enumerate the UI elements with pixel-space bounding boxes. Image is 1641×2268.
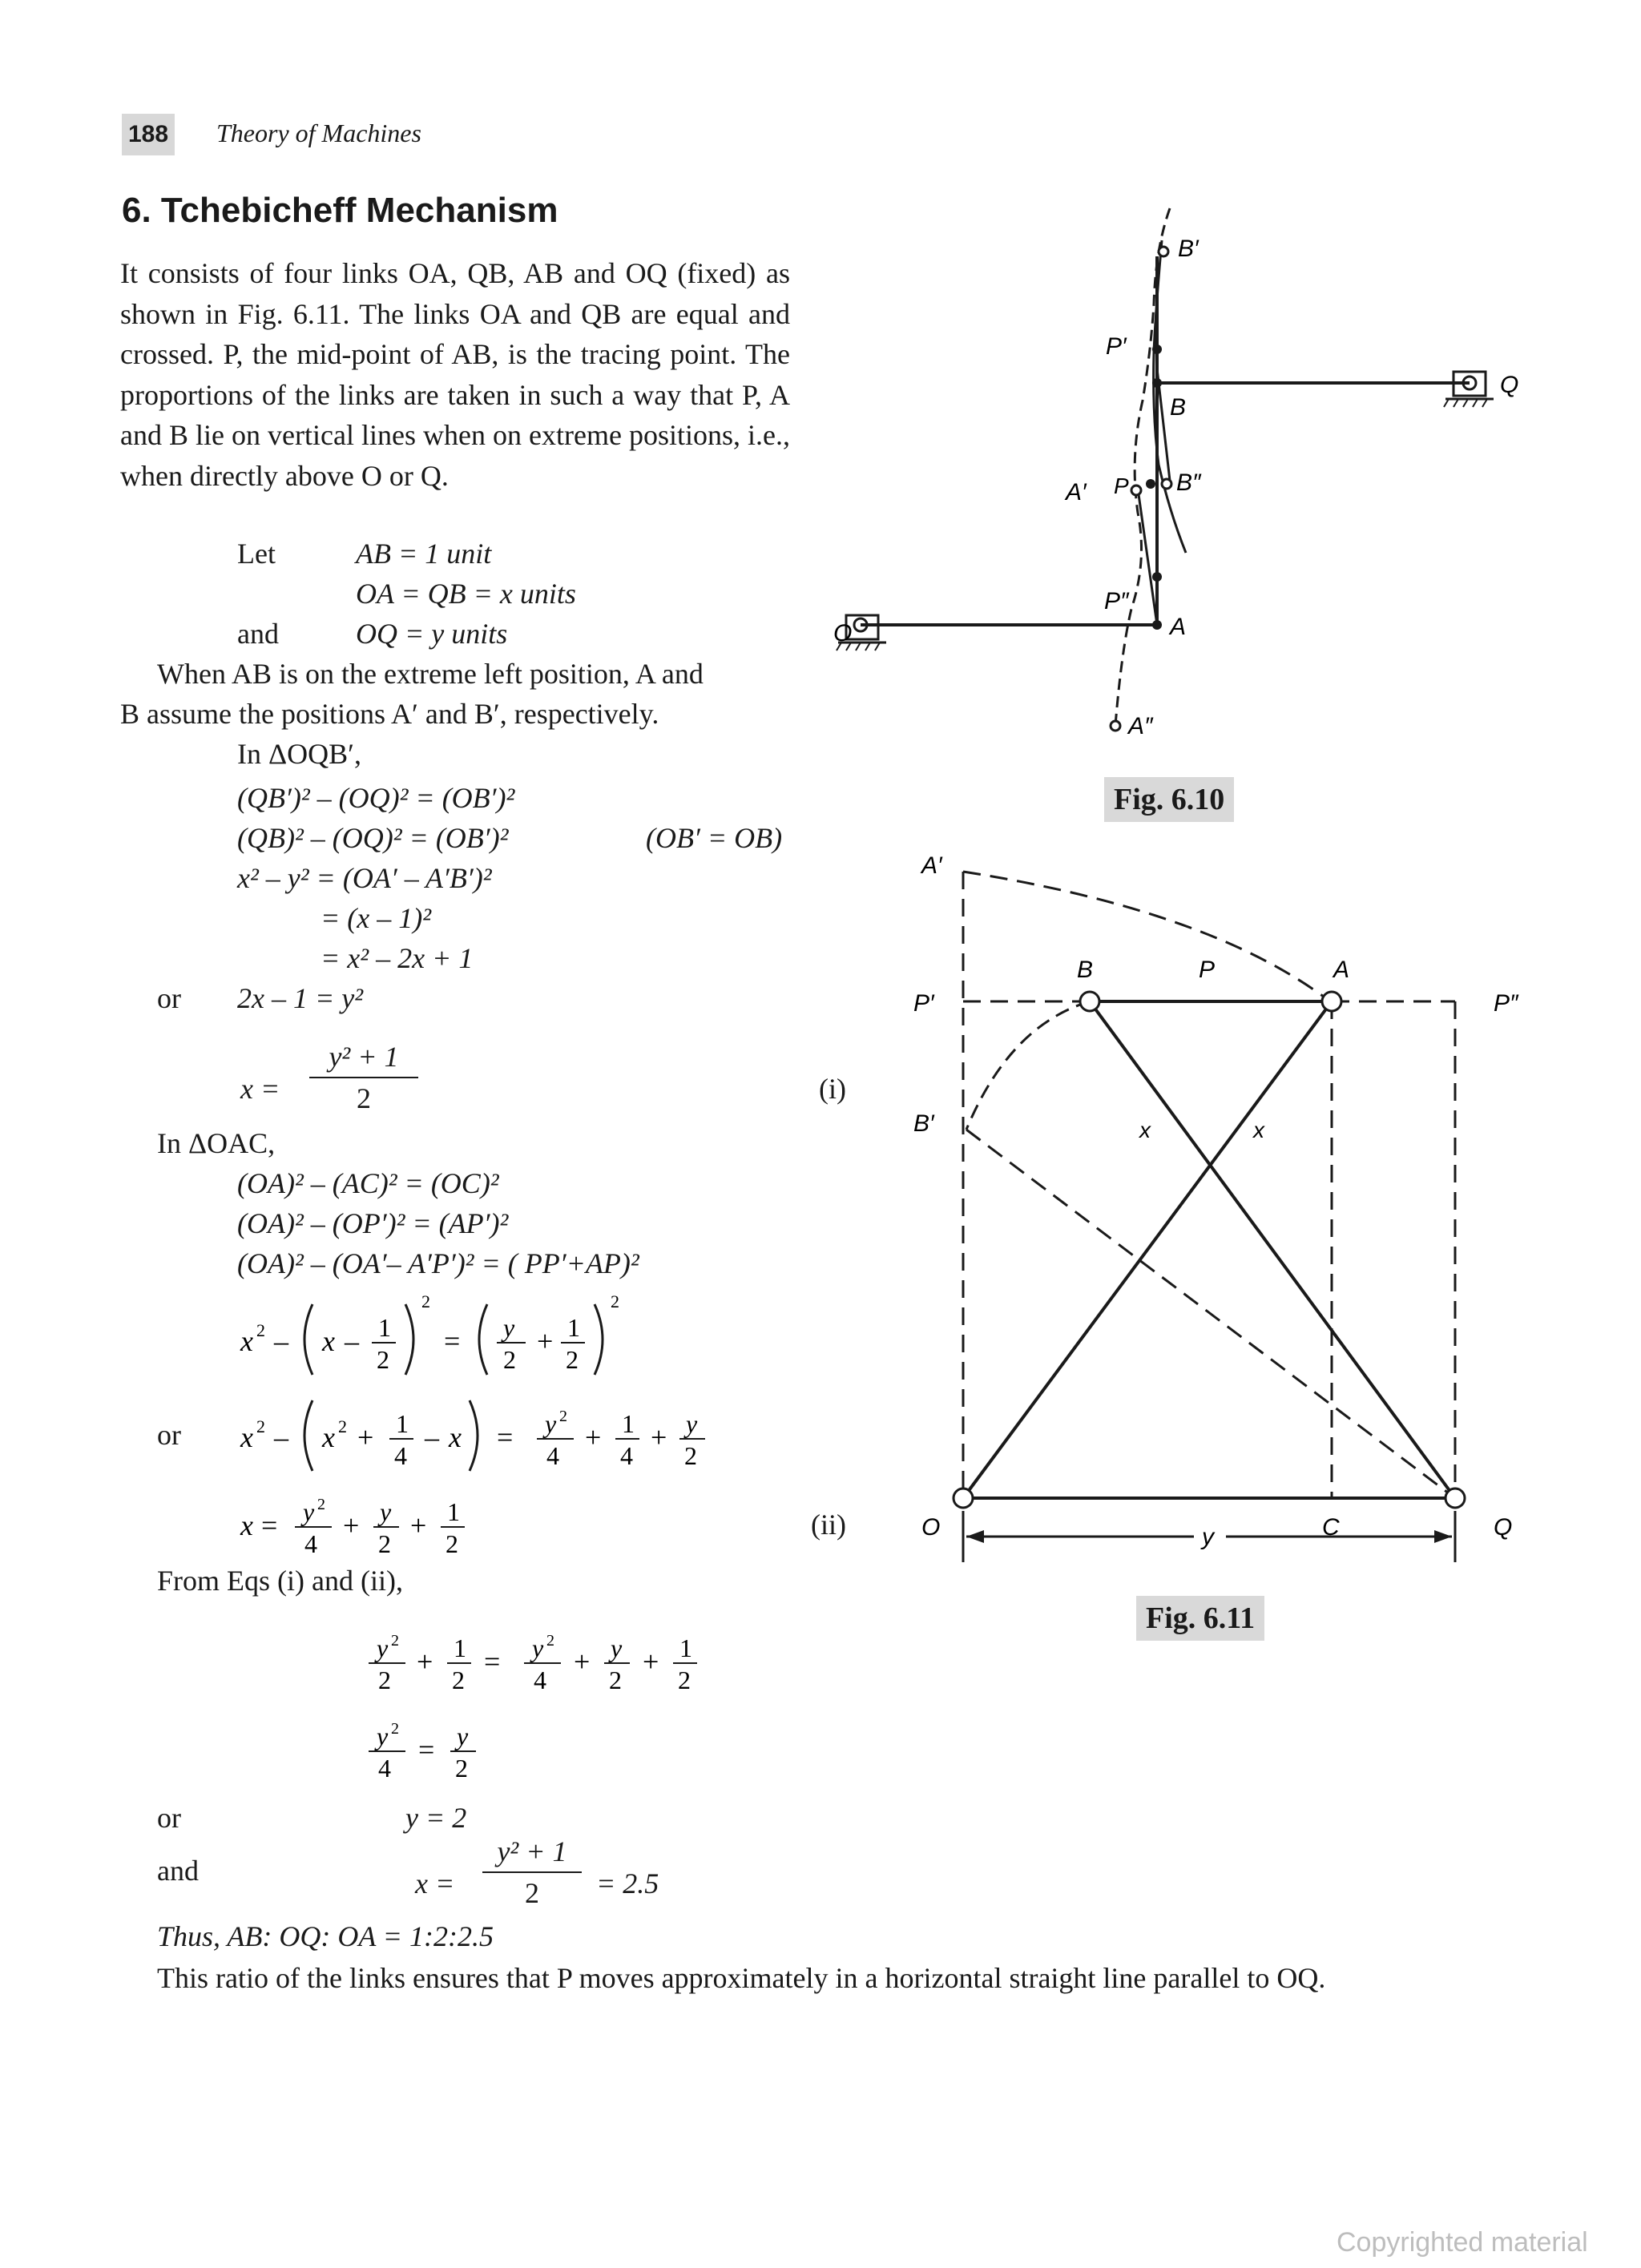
joint-p-dprime <box>1152 572 1162 582</box>
eq1-line4: = (x – 1)² <box>321 902 432 934</box>
label-a-prime: A′ <box>921 852 942 879</box>
svg-text:y: y <box>377 1634 389 1662</box>
figure-6-11 <box>889 833 1546 1594</box>
oa-qb-definition: OA = QB = x units <box>356 578 576 610</box>
label-p-prime: P′ <box>1106 333 1127 360</box>
label-b: B <box>1077 957 1094 983</box>
label-a: A <box>1170 614 1187 640</box>
svg-text:=: = <box>261 1509 278 1541</box>
svg-text:x: x <box>240 1325 253 1357</box>
joint-b <box>1152 378 1162 388</box>
svg-text:y: y <box>686 1409 698 1438</box>
running-header: Theory of Machines <box>216 119 421 147</box>
svg-text:x: x <box>322 1421 335 1453</box>
svg-text:1: 1 <box>567 1313 580 1342</box>
joint-a <box>1152 620 1162 630</box>
svg-text:2: 2 <box>421 1291 430 1311</box>
page-number: 188 <box>122 114 175 155</box>
x-result-fraction-bar <box>482 1871 582 1873</box>
svg-text:=: = <box>418 1734 435 1766</box>
svg-text:y: y <box>545 1409 557 1438</box>
joint-a-prime <box>1131 485 1141 495</box>
svg-text:2: 2 <box>609 1666 622 1694</box>
svg-text:y: y <box>380 1497 392 1526</box>
conclusion: This ratio of the links ensures that P moves approximately in a horizontal straight line parallel to OQ. <box>157 1962 1326 1994</box>
copyright-watermark: Copyrighted material <box>1337 2227 1588 2258</box>
link-oa <box>963 1001 1332 1498</box>
y-result: y = 2 <box>405 1802 467 1834</box>
svg-text:2: 2 <box>611 1291 619 1311</box>
svg-text:1: 1 <box>378 1313 391 1342</box>
svg-text:2: 2 <box>338 1416 347 1436</box>
svg-text:2: 2 <box>391 1632 399 1650</box>
section-title: 6. Tchebicheff Mechanism <box>122 191 558 230</box>
eq-combined <box>353 1610 801 1706</box>
eq1-fraction-bar <box>309 1077 418 1078</box>
label-x-left: x <box>1139 1118 1151 1142</box>
triangle-oqb-heading: In ΔOQB′, <box>237 738 362 770</box>
svg-text:4: 4 <box>304 1529 317 1558</box>
svg-text:2: 2 <box>317 1496 325 1513</box>
svg-text:y: y <box>532 1634 544 1662</box>
eq1-line5: = x² – 2x + 1 <box>321 942 474 974</box>
pivot-q-icon <box>1444 372 1494 407</box>
svg-text:2: 2 <box>391 1720 399 1738</box>
thus-ratio: Thus, AB: OQ: OA = 1:2:2.5 <box>157 1920 494 1952</box>
extreme-text-1: When AB is on the extreme left position, A and <box>157 658 704 690</box>
svg-text:+: + <box>410 1509 427 1541</box>
label-q: Q <box>1500 372 1519 398</box>
intro-paragraph: It consists of four links OA, QB, AB and OQ (fixed) as shown in Fig. 6.11. The links OA and QB are equal and crossed. P, the mid-point of AB, is the tracing point. The proportions of the links are taken in such a way that P, A and B lie on vertical lines when on extreme positions, i.e., when directly above O or Q. <box>120 257 790 492</box>
svg-text:2: 2 <box>455 1754 468 1783</box>
joint-o <box>954 1489 973 1508</box>
label-b: B <box>1170 394 1187 421</box>
svg-text:+: + <box>343 1509 360 1541</box>
label-o: O <box>921 1514 941 1541</box>
arc-b-b-prime <box>966 1001 1090 1130</box>
svg-text:2: 2 <box>377 1345 389 1374</box>
result-or: or <box>157 1802 181 1834</box>
fig-6-11-caption: Fig. 6.11 <box>1136 1596 1264 1641</box>
dim-arrow-right <box>1434 1530 1452 1543</box>
eq1-line1: (QB′)² – (OQ)² = (OB′)² <box>237 782 515 814</box>
svg-text:4: 4 <box>620 1441 633 1470</box>
figure-6-10 <box>833 192 1538 753</box>
svg-text:4: 4 <box>546 1441 559 1470</box>
label-b-prime: B′ <box>913 1110 934 1137</box>
svg-text:2: 2 <box>256 1416 265 1436</box>
eq1-line3: x² – y² = (OA′ – A′B′)² <box>237 862 492 894</box>
label-q: Q <box>1494 1514 1513 1541</box>
from-eqs: From Eqs (i) and (ii), <box>157 1565 403 1597</box>
svg-text:2: 2 <box>559 1408 567 1425</box>
svg-text:+: + <box>357 1421 374 1453</box>
triangle-oac-heading: In ΔOAC, <box>157 1127 276 1159</box>
svg-text:2: 2 <box>446 1529 458 1558</box>
joint-b <box>1080 992 1099 1011</box>
label-p-dprime: P″ <box>1104 588 1129 614</box>
svg-text:1: 1 <box>679 1634 692 1662</box>
label-x-right: x <box>1253 1118 1264 1142</box>
eq-squared-difference <box>232 1290 713 1386</box>
x-result-lhs: x = <box>415 1867 455 1899</box>
svg-text:y: y <box>457 1722 469 1750</box>
svg-text:+: + <box>537 1325 554 1357</box>
joint-b-prime <box>1159 247 1168 256</box>
joint-a <box>1322 992 1341 1011</box>
svg-text:2: 2 <box>378 1529 391 1558</box>
svg-text:2: 2 <box>256 1320 265 1340</box>
label-a: A <box>1333 957 1350 983</box>
joint-a-dprime <box>1111 721 1120 731</box>
ab-definition: AB = 1 unit <box>356 538 492 570</box>
joint-p-prime <box>1152 344 1162 354</box>
svg-text:+: + <box>417 1646 433 1678</box>
eq2-line2: (OA)² – (OP′)² = (AP′)² <box>237 1207 509 1239</box>
svg-text:2: 2 <box>678 1666 691 1694</box>
svg-text:1: 1 <box>447 1497 460 1526</box>
eq2-or: or <box>157 1419 181 1451</box>
svg-text:1: 1 <box>622 1409 635 1438</box>
svg-text:–: – <box>425 1421 439 1453</box>
svg-text:–: – <box>274 1325 288 1357</box>
svg-text:y: y <box>303 1497 315 1526</box>
eq-y-relation <box>353 1698 561 1795</box>
svg-text:y: y <box>503 1313 515 1342</box>
arc-a-prime-a <box>963 872 1330 1001</box>
dash-b-prime-q <box>966 1130 1455 1498</box>
link-qb <box>1090 1001 1455 1498</box>
svg-text:1: 1 <box>454 1634 466 1662</box>
svg-text:2: 2 <box>378 1666 391 1694</box>
joint-p <box>1146 479 1155 489</box>
svg-text:4: 4 <box>534 1666 546 1694</box>
and-word: and <box>237 618 279 650</box>
svg-text:y: y <box>377 1722 389 1750</box>
link-a-prime <box>1138 489 1157 625</box>
eq1-line2: (QB)² – (OQ)² = (OB′)² <box>237 822 509 854</box>
svg-text:2: 2 <box>452 1666 465 1694</box>
svg-text:2: 2 <box>684 1441 697 1470</box>
label-a-dprime: A″ <box>1128 713 1153 739</box>
label-p: P <box>1199 957 1216 983</box>
svg-text:2: 2 <box>503 1345 516 1374</box>
svg-text:+: + <box>585 1421 602 1453</box>
svg-text:+: + <box>651 1421 667 1453</box>
coupler-path-left <box>1115 208 1170 725</box>
x-result-numerator: y² + 1 <box>497 1835 567 1867</box>
label-p-prime: P′ <box>913 990 934 1017</box>
svg-text:x: x <box>449 1421 462 1453</box>
eq1-numerator: y² + 1 <box>329 1041 399 1073</box>
oq-definition: OQ = y units <box>356 618 508 650</box>
eq2-tag: (ii) <box>811 1509 846 1541</box>
label-c: C <box>1322 1514 1340 1541</box>
eq1-x-equals: x = <box>240 1073 280 1105</box>
svg-text:=: = <box>497 1421 514 1453</box>
eq-x-solution <box>232 1474 569 1570</box>
svg-text:–: – <box>345 1325 359 1357</box>
eq1-denominator: 2 <box>357 1082 371 1114</box>
eq2-line1: (OA)² – (AC)² = (OC)² <box>237 1167 499 1199</box>
svg-text:+: + <box>574 1646 591 1678</box>
eq1-or: or <box>157 982 181 1014</box>
svg-text:4: 4 <box>394 1441 407 1470</box>
svg-text:=: = <box>444 1325 461 1357</box>
svg-text:x: x <box>240 1421 253 1453</box>
label-p: P <box>1114 473 1129 498</box>
svg-text:2: 2 <box>546 1632 554 1650</box>
result-and: and <box>157 1855 199 1887</box>
let-word: Let <box>237 538 276 570</box>
svg-text:–: – <box>274 1421 288 1453</box>
svg-text:y: y <box>611 1634 623 1662</box>
dim-arrow-left <box>966 1530 984 1543</box>
svg-text:x: x <box>322 1325 335 1357</box>
extreme-text-2: B assume the positions A′ and B′, respectively. <box>120 698 659 730</box>
svg-text:x: x <box>240 1509 253 1541</box>
x-result: = 2.5 <box>596 1867 659 1899</box>
joint-b-dprime <box>1162 479 1171 489</box>
joint-q <box>1445 1489 1465 1508</box>
label-a-prime: A′ <box>1066 479 1087 506</box>
fig-6-10-caption: Fig. 6.10 <box>1104 777 1234 822</box>
label-b-prime: B′ <box>1178 236 1199 262</box>
eq2-line3: (OA)² – (OA′– A′P′)² = ( PP′+AP)² <box>237 1247 639 1279</box>
svg-text:=: = <box>484 1646 501 1678</box>
label-b-dprime: B″ <box>1176 469 1201 496</box>
label-o: O <box>833 620 853 647</box>
svg-text:1: 1 <box>396 1409 409 1438</box>
eq1-note: (OB′ = OB) <box>646 822 783 854</box>
svg-text:2: 2 <box>566 1345 579 1374</box>
eq-expanded <box>232 1386 809 1482</box>
svg-text:+: + <box>643 1646 659 1678</box>
eq1-line6: 2x – 1 = y² <box>237 982 364 1014</box>
svg-text:4: 4 <box>378 1754 391 1783</box>
label-p-dprime: P″ <box>1494 990 1518 1017</box>
eq1-tag: (i) <box>819 1073 846 1105</box>
label-y: y <box>1202 1524 1214 1550</box>
x-result-denominator: 2 <box>525 1877 539 1909</box>
